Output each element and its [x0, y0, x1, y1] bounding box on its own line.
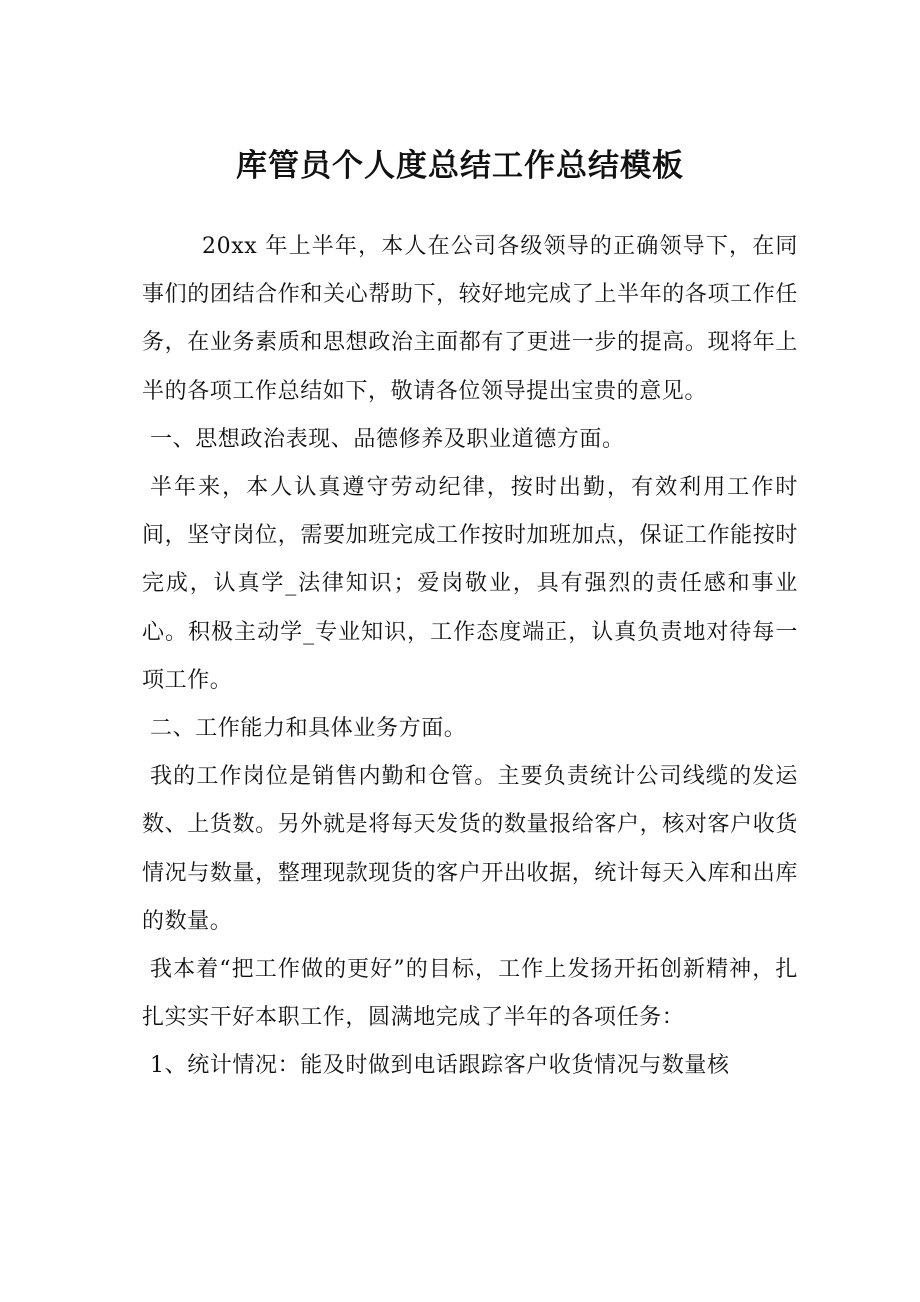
document-body [142, 223, 798, 1091]
paragraph-section-1: 半年来，本人认真遵守劳动纪律，按时出勤，有效利用工作时间，坚守岗位，需要加班完成工作按时加班加点，保证工作能按时完成，认真学_法律知识；爱岗敬业，具有强烈的责任感和事业心。积极主动学_专业知识，工作态度端正，认真负责地对待每一项工作。 [142, 475, 798, 693]
section-heading-2: 二、工作能力和具体业务方面。 [150, 716, 467, 742]
paragraph-goal: 我本着“把工作做的更好”的目标，工作上发扬开拓创新精神，扎扎实实干好本职工作，圆满地完成了半年的各项任务： [142, 957, 798, 1031]
paragraph-intro: 20xx 年上半年，本人在公司各级领导的正确领导下，在同事们的团结合作和关心帮助下，较好地完成了上半年的各项工作任务，在业务素质和思想政治主面都有了更进一步的提高。现将年上半的各项工作总结如下，敬请各位领导提出宝贵的意见。 [142, 234, 798, 404]
section-heading-1: 一、思想政治表现、品德修养及职业道德方面。 [150, 426, 625, 452]
paragraph-section-2: 我的工作岗位是销售内勤和仓管。主要负责统计公司线缆的发运数、上货数。另外就是将每天发货的数量报给客户，核对客户收货情况与数量，整理现款现货的客户开出收据，统计每天入库和出库的数量。 [142, 764, 798, 934]
paragraph-item-1: 1、统计情况：能及时做到电话跟踪客户收货情况与数量核 [150, 1053, 730, 1079]
document-title: 库管员个人度总结工作总结模板 [236, 148, 684, 184]
